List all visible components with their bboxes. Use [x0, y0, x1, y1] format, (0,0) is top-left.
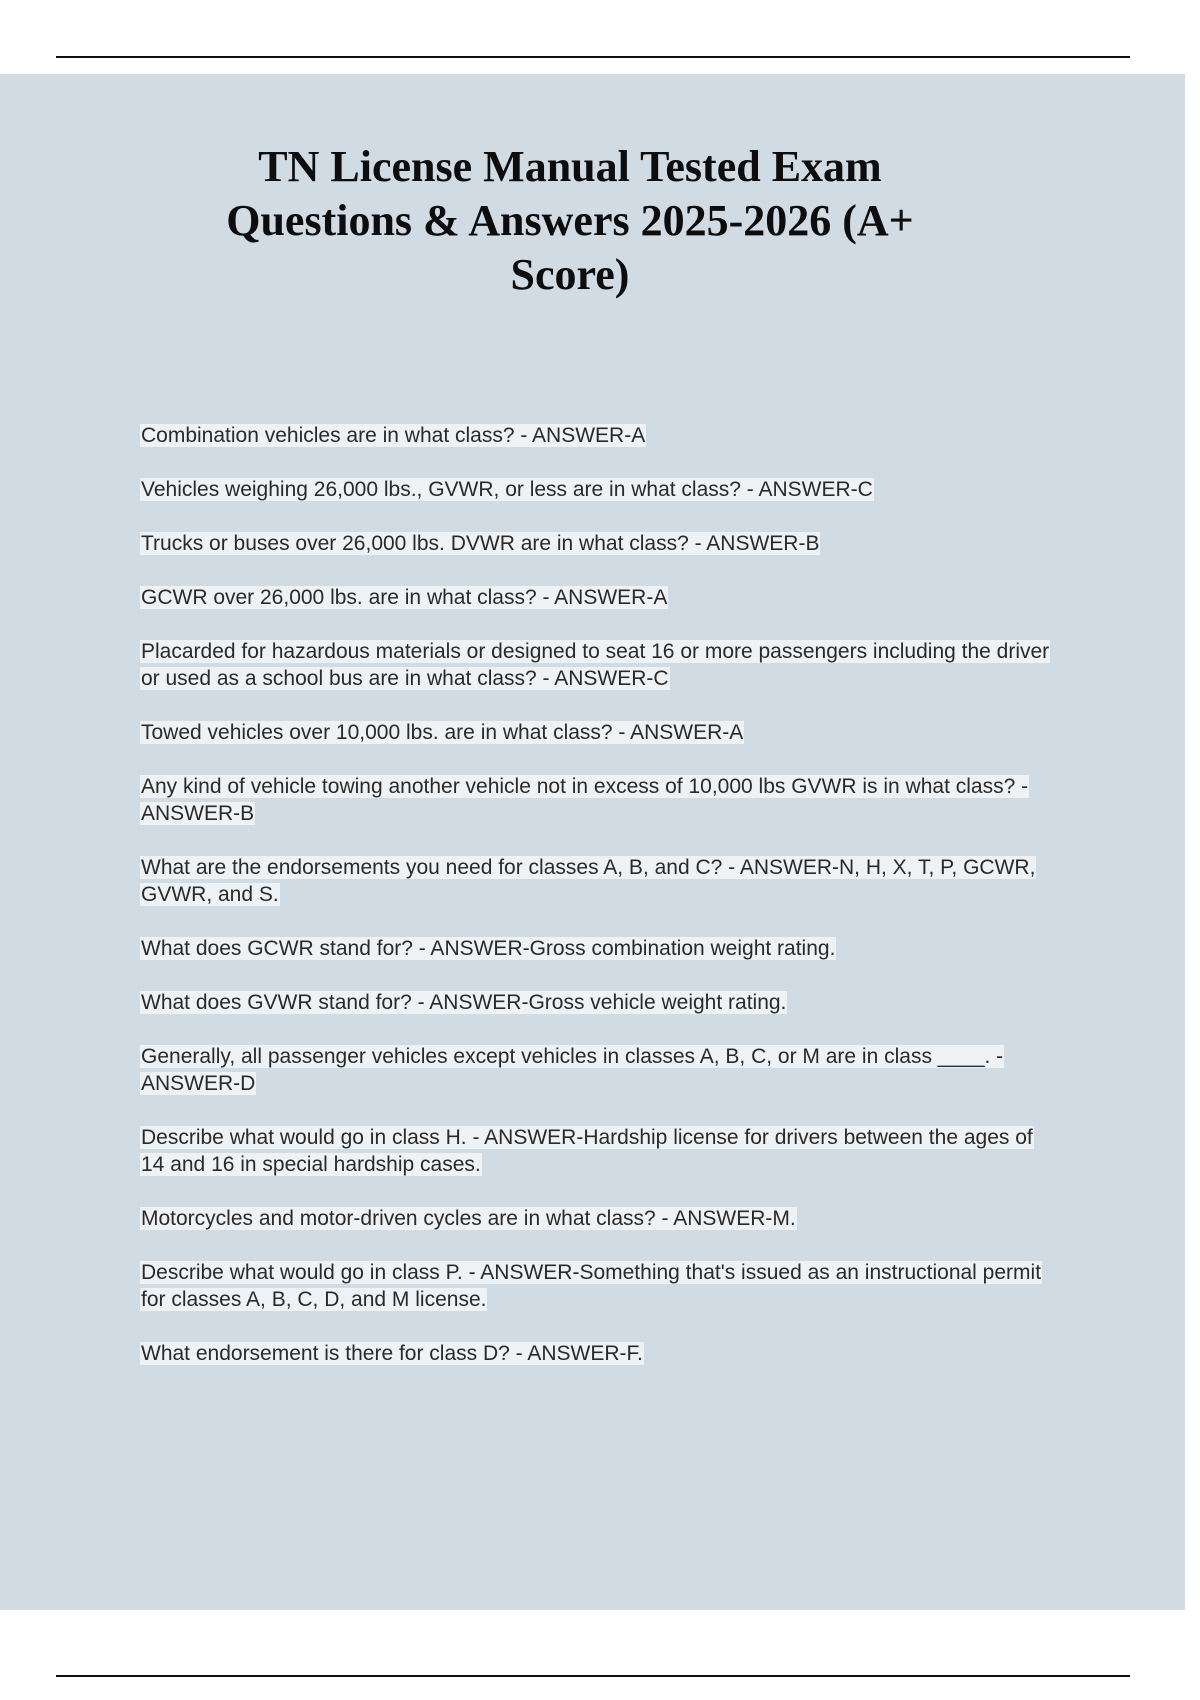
qa-text: Any kind of vehicle towing another vehicle not in excess of 10,000 lbs GVWR is in what class? - ANSWER-B: [141, 775, 1029, 825]
qa-item: [140, 1124, 1060, 1178]
qa-text: Vehicles weighing 26,000 lbs., GVWR, or less are in what class? - ANSWER-C: [141, 478, 873, 501]
qa-list: [140, 422, 1060, 1394]
qa-item: [140, 638, 1060, 692]
qa-text: GCWR over 26,000 lbs. are in what class? - ANSWER-A: [141, 586, 668, 609]
qa-item: [140, 530, 1060, 557]
qa-item: [140, 584, 1060, 611]
qa-text: Combination vehicles are in what class? - ANSWER-A: [141, 424, 646, 447]
qa-text: What are the endorsements you need for classes A, B, and C? - ANSWER-N, H, X, T, P, GCWR, GVWR, and S.: [141, 856, 1036, 906]
qa-text: Placarded for hazardous materials or designed to seat 16 or more passengers including the driver or used as a school bus are in what class? - ANSWER-C: [141, 640, 1050, 690]
qa-text: Towed vehicles over 10,000 lbs. are in what class? - ANSWER-A: [141, 721, 744, 744]
qa-text: Generally, all passenger vehicles except vehicles in classes A, B, C, or M are in class ____. - ANSWER-D: [141, 1045, 1004, 1095]
qa-text: What endorsement is there for class D? - ANSWER-F.: [141, 1342, 643, 1365]
qa-item: [140, 1043, 1060, 1097]
qa-item: [140, 1259, 1060, 1313]
qa-text: Describe what would go in class H. - ANSWER-Hardship license for drivers between the ages of 14 and 16 in special hardship cases.: [141, 1126, 1033, 1176]
qa-item: [140, 476, 1060, 503]
qa-text: Describe what would go in class P. - ANSWER-Something that's issued as an instructional permit for classes A, B, C, D, and M license.: [141, 1261, 1042, 1311]
qa-item: [140, 989, 1060, 1016]
qa-item: [140, 719, 1060, 746]
qa-text: What does GVWR stand for? - ANSWER-Gross vehicle weight rating.: [141, 991, 787, 1014]
qa-text: What does GCWR stand for? - ANSWER-Gross combination weight rating.: [141, 937, 836, 960]
qa-text: Motorcycles and motor-driven cycles are in what class? - ANSWER-M.: [141, 1207, 796, 1230]
qa-item: [140, 773, 1060, 827]
qa-item: [140, 935, 1060, 962]
qa-item: [140, 854, 1060, 908]
qa-text: Trucks or buses over 26,000 lbs. DVWR are in what class? - ANSWER-B: [141, 532, 820, 555]
footer-rule: [56, 1675, 1130, 1677]
qa-item: [140, 1205, 1060, 1232]
qa-item: [140, 422, 1060, 449]
document-title: TN License Manual Tested Exam Questions & Answers 2025-2026 (A+ Score): [226, 142, 914, 299]
header-rule: [56, 56, 1130, 58]
qa-item: [140, 1340, 1060, 1367]
